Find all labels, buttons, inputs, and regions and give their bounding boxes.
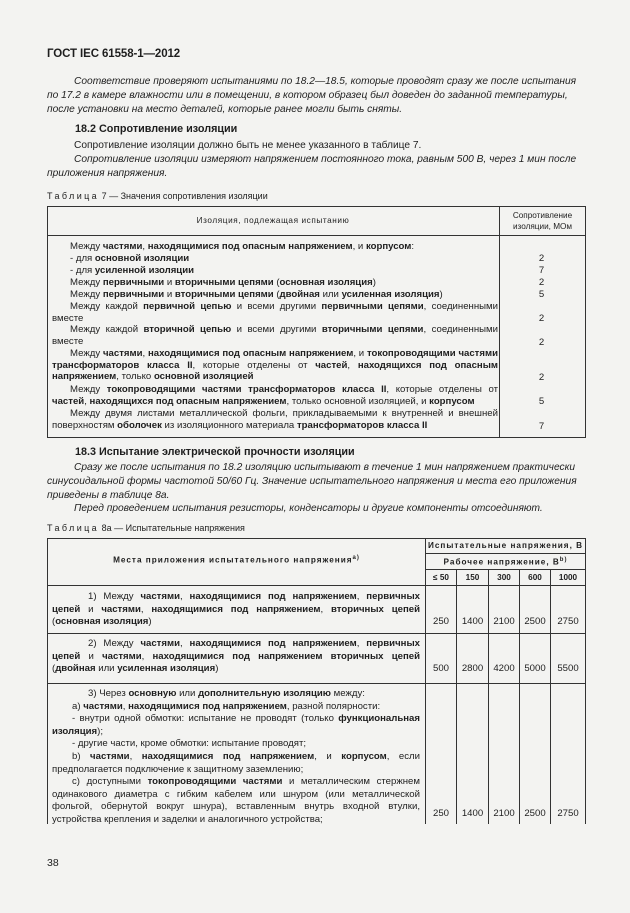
- table7-value: 2: [538, 277, 545, 288]
- table8a-caption-text: 8а — Испытательные напряжения: [101, 523, 245, 533]
- table7-row: Между частями, находящимися под опасным напряжением, и корпусом:: [70, 241, 415, 252]
- table8a-sub-header: [426, 557, 585, 567]
- table7-value: 5: [538, 289, 545, 300]
- section-18-3-p1: Сразу же после испытания по 18.2 изоляцию испытывают в течение 1 мин напряжением практически синусоидальной формы частотой 50/60 Гц. Значение испытательного напряжения и места его приложения приведены в таблице 8а.: [47, 462, 577, 502]
- intro-paragraph: Соответствие проверяют испытаниями по 18.2—18.5, которые проводят сразу же после испытания по 17.2 в камере влажности или в помещении, в котором образец был доведен до заданной температуры, после установки на место деталей, которые ранее могли быть сняты.: [47, 76, 577, 116]
- table7-row: Между токопроводящими частями трансформаторов класса II, которые отделены от частей, находящихся под опасным напряжением, только основной изоляцией, и корпусом: [52, 384, 498, 407]
- section-18-2-p1: Сопротивление изоляции должно быть не менее указанного в таблице 7.: [74, 140, 422, 151]
- table8a-value: 500: [432, 663, 449, 674]
- table7-value: 7: [538, 421, 545, 432]
- table7-value: 2: [538, 372, 545, 383]
- table8a-row-2-text: 2) Между частями, находящимися под напряжением, первичных цепей и частями, находящимися под напряжением вторичных цепей (двойная или усиленная изоляция): [52, 638, 420, 675]
- table8a-value: 4200: [493, 663, 515, 674]
- section-18-2-p2: Сопротивление изоляции измеряют напряжением постоянного тока, равным 500 В, через 1 мин после приложения напряжения.: [47, 154, 577, 180]
- table8a-value: 2500: [524, 616, 546, 627]
- section-18-3-heading: 18.3 Испытание электрической прочности изоляции: [75, 446, 355, 458]
- page-number: 38: [47, 857, 59, 869]
- table7-row: - для усиленной изоляции: [70, 265, 195, 276]
- table8a-value: 2100: [493, 808, 515, 819]
- section-18-2-heading: 18.2 Сопротивление изоляции: [75, 123, 238, 135]
- table8a-group-header: Испытательные напряжения, В: [427, 541, 584, 550]
- table8a-col1-header-text: Места приложения испытательного напряжения: [113, 555, 353, 565]
- table8a-value: 250: [432, 616, 449, 627]
- table8a-sub-footnote-mark: b): [559, 557, 568, 563]
- table8a-row-3-text: 3) Через основную или дополнительную изоляцию между: а) частями, находящимися под напряжением, разной полярности: - внутри одной обмотки: испытание не проводят (только функциональная изоляция); - другие части, кроме обмотки: испытание проводят; b) частями, находящимися под напряжением, и корпусом, если предполагается подключение к защитному заземлению; с) доступными токопроводящими частями и металлическим стержнем одинакового диаметра с гибким кабелем или шнуром (или металлической фольгой, обернутой вокруг шнура), вставленным внутрь входной втулки, устройства крепления и заделки и аналогичного устройства;: [52, 688, 420, 825]
- table7-value: 2: [538, 337, 545, 348]
- table8a-col1-footnote-mark: а): [352, 555, 360, 561]
- section-18-3-p2: Перед проведением испытания резисторы, конденсаторы и другие компоненты отсоединяют.: [74, 503, 543, 514]
- table8a-value: 1400: [461, 808, 484, 819]
- table7-row: Между частями, находящимися под опасным напряжением, и токопроводящими частями трансформаторов класса II, которые отделены от частей, находящихся под опасным напряжением, только основной изоляцией: [52, 348, 499, 382]
- table8a-value: 2100: [493, 616, 515, 627]
- table7-row: - для основной изоляции: [70, 253, 190, 264]
- table7-row: Между двумя листами металлической фольги, прикладываемыми к внутренней и внешней поверхностям оболочек из изоляционного материала трансформаторов класса II: [52, 408, 498, 431]
- table7-row: Между каждой вторичной цепью и всеми другими вторичными цепями, соединенными вместе: [52, 324, 498, 347]
- table8a-row-1-text: 1) Между частями, находящимися под напряжением, первичных цепей и частями, находящимися под напряжением, вторичных цепей (основная изоляция): [52, 591, 420, 628]
- table8a-value: 2750: [557, 616, 579, 627]
- table8a-caption: [47, 523, 245, 533]
- voltage-header: 1000: [558, 573, 578, 582]
- table7-row: Между первичными и вторичными цепями (основная изоляция): [70, 277, 376, 288]
- table8a-value: 2800: [461, 663, 484, 674]
- table8a-sub-header-text: Рабочее напряжение, В: [443, 557, 560, 567]
- table7-value: 2: [538, 313, 545, 324]
- voltage-header: ≤ 50: [433, 573, 449, 582]
- table8a-value: 2750: [557, 808, 579, 819]
- table7-value: 5: [538, 396, 545, 407]
- document-header: ГОСТ IEC 61558-1—2012: [47, 48, 181, 60]
- table8a-value: 2500: [524, 808, 546, 819]
- table8a-col1-header: [48, 555, 425, 565]
- table7-col2-header: Сопротивление изоляции, МОм: [512, 211, 573, 231]
- table7-row: Между первичными и вторичными цепями (двойная или усиленная изоляция): [70, 289, 443, 300]
- table7-caption: [47, 191, 268, 201]
- table8a-value: 5000: [524, 663, 546, 674]
- voltage-header: 600: [528, 573, 542, 582]
- table8a-value: 5500: [557, 663, 579, 674]
- table7-value: 2: [538, 253, 545, 264]
- table8a-value: 250: [432, 808, 449, 819]
- table8a-value: 1400: [461, 616, 484, 627]
- voltage-header: 300: [497, 573, 511, 582]
- table8a-caption-label: Таблица: [47, 523, 100, 533]
- table7-col1-header: Изоляция, подлежащая испытанию: [196, 216, 350, 225]
- table7-row: Между каждой первичной цепью и всеми другими первичными цепями, соединенными вместе: [52, 301, 498, 324]
- voltage-header: 150: [465, 573, 480, 582]
- table7-caption-label: Таблица: [47, 191, 100, 201]
- table7-caption-text: 7 — Значения сопротивления изоляции: [101, 191, 268, 201]
- table7-value: 7: [538, 265, 545, 276]
